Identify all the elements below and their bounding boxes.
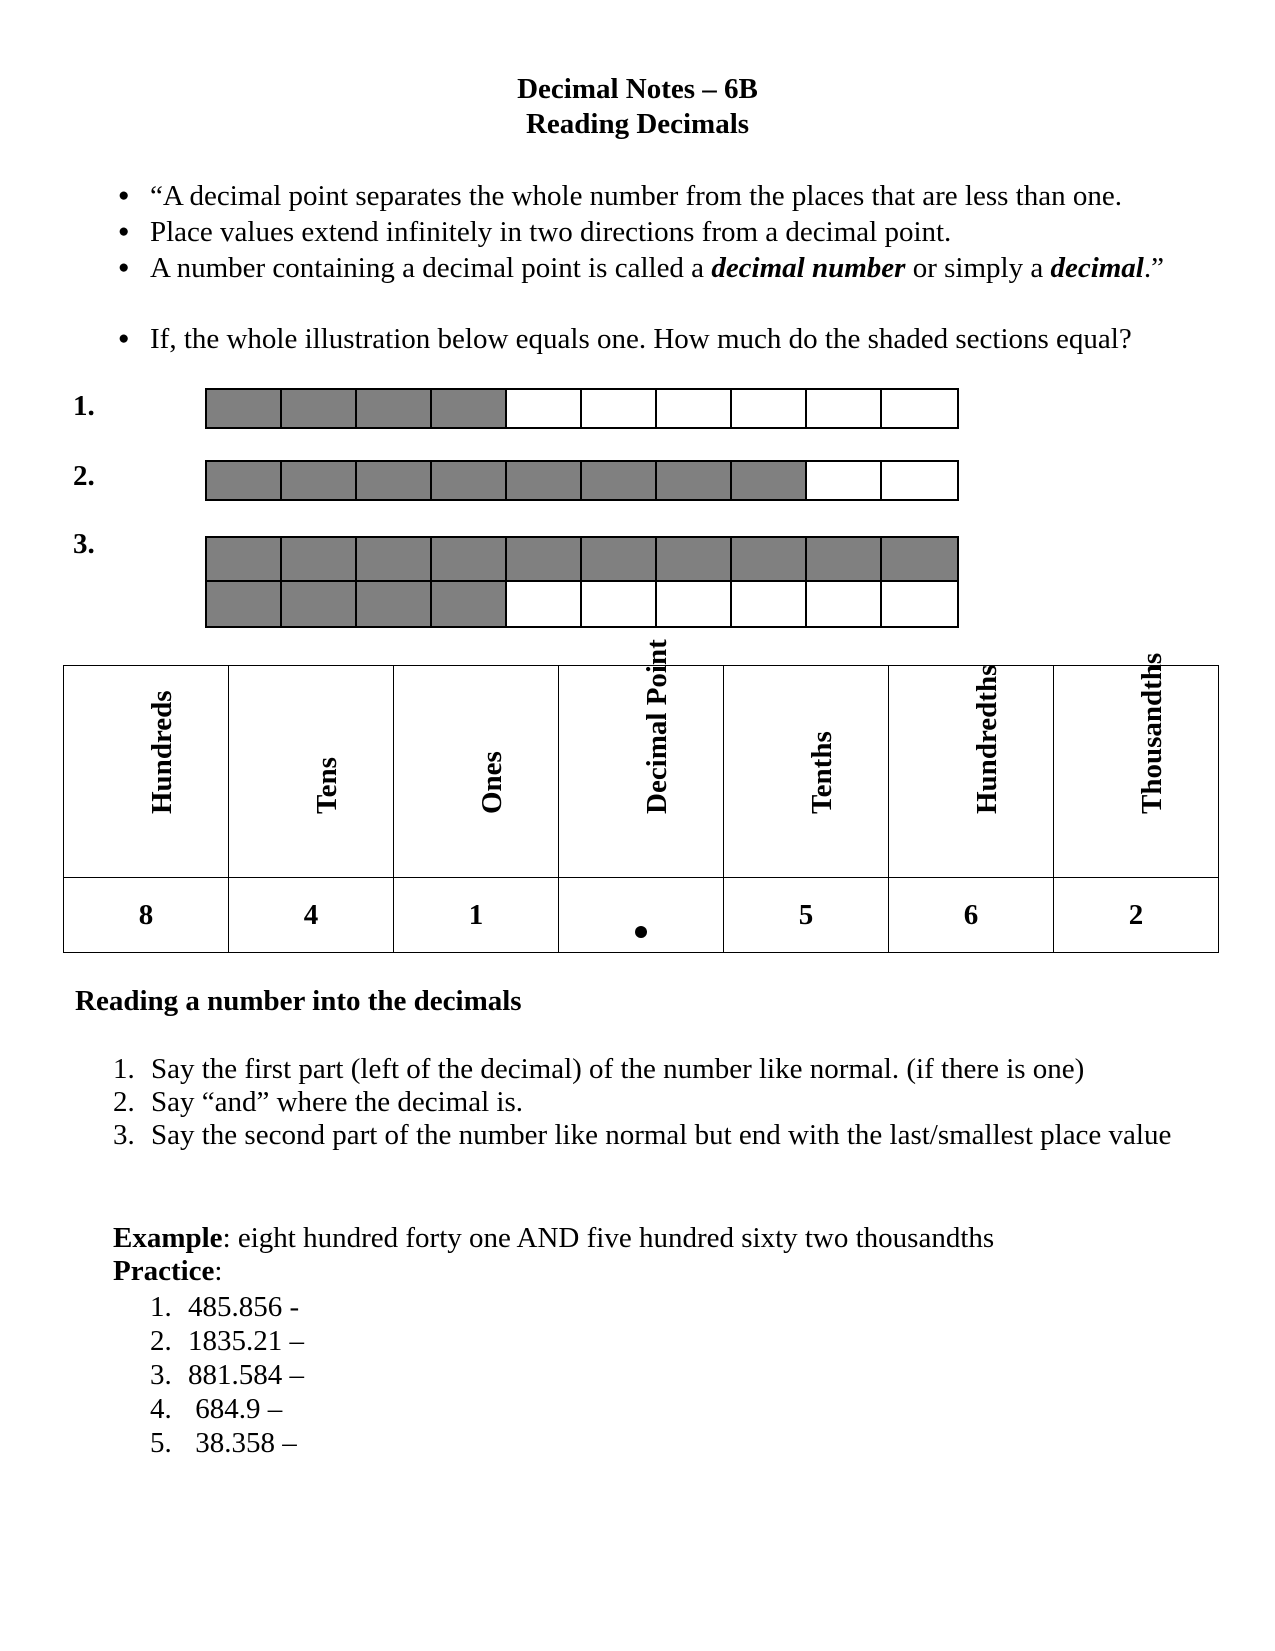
reading-steps-list xyxy=(113,1053,1233,1152)
unshaded-cell xyxy=(657,582,732,626)
unshaded-cell xyxy=(732,582,807,626)
page-title xyxy=(0,72,1275,142)
practice-item: 3. 881.584 – xyxy=(150,1359,304,1391)
shaded-cell xyxy=(432,390,507,427)
shaded-cell xyxy=(282,538,357,582)
shaded-cell xyxy=(432,462,507,499)
unshaded-cell xyxy=(882,390,957,427)
unshaded-cell xyxy=(807,390,882,427)
place-value-header-row xyxy=(64,666,1219,878)
step-item: 3. Say the second part of the number like normal but end with the last/smallest place value xyxy=(113,1119,1172,1151)
place-value-digit-row xyxy=(64,878,1219,953)
example-line: Example: eight hundred forty one AND five hundred sixty two thousandths xyxy=(113,1222,995,1254)
unshaded-cell xyxy=(732,390,807,427)
practice-list xyxy=(150,1290,304,1460)
fraction-strip-2 xyxy=(205,460,959,501)
practice-item: 2. 1835.21 – xyxy=(150,1325,304,1357)
illustration-number: 3. xyxy=(73,528,95,560)
unshaded-cell xyxy=(882,462,957,499)
shaded-cell xyxy=(207,538,282,582)
shaded-cell xyxy=(357,390,432,427)
unshaded-cell xyxy=(582,390,657,427)
shaded-cell xyxy=(657,538,732,582)
digit-cell: 4 xyxy=(229,878,394,953)
place-value-table xyxy=(63,639,1219,953)
step-item: 2. Say “and” where the decimal is. xyxy=(113,1086,524,1118)
bullet-item: ● If, the whole illustration below equals one. How much do the shaded sections equal? xyxy=(118,321,1238,357)
unshaded-cell xyxy=(882,582,957,626)
header-cell: Hundredths xyxy=(889,666,1054,878)
header-cell: Hundreds xyxy=(64,666,229,878)
shaded-cell xyxy=(207,462,282,499)
shaded-cell xyxy=(207,390,282,427)
practice-item: 5. 38.358 – xyxy=(150,1427,297,1459)
shaded-cell xyxy=(657,462,732,499)
digit-cell: 2 xyxy=(1054,878,1219,953)
digit-cell: 6 xyxy=(889,878,1054,953)
notes-bullet-list xyxy=(118,178,1238,357)
fraction-grid-3 xyxy=(205,536,959,628)
unshaded-cell xyxy=(582,582,657,626)
shaded-cell xyxy=(282,582,357,626)
title-line-1: Decimal Notes – 6B xyxy=(517,73,758,105)
step-item: 1. Say the first part (left of the decimal) of the number like normal. (if there is one) xyxy=(113,1053,1085,1085)
shaded-cell xyxy=(282,462,357,499)
header-cell: Thousandths xyxy=(1054,666,1219,878)
shaded-cell xyxy=(732,538,807,582)
decimal-point-cell xyxy=(559,878,724,953)
shaded-cell xyxy=(207,582,282,626)
unshaded-cell xyxy=(657,390,732,427)
example-and-practice xyxy=(113,1222,994,1288)
illustration-number: 1. xyxy=(73,390,95,422)
shaded-cell xyxy=(582,538,657,582)
section-heading: Reading a number into the decimals xyxy=(75,985,522,1017)
shaded-cell xyxy=(882,538,957,582)
shaded-cell xyxy=(432,538,507,582)
bullet-item: ● “A decimal point separates the whole number from the places that are less than one. xyxy=(118,178,1238,214)
bullet-item: ● A number containing a decimal point is called a decimal number or simply a decimal.” xyxy=(118,250,1238,286)
shaded-cell xyxy=(357,538,432,582)
digit-cell: 5 xyxy=(724,878,889,953)
shaded-cell xyxy=(807,538,882,582)
illustration-number: 2. xyxy=(73,460,95,492)
header-cell: Ones xyxy=(394,666,559,878)
unshaded-cell xyxy=(507,390,582,427)
practice-item: 1. 485.856 - xyxy=(150,1291,300,1323)
title-line-2: Reading Decimals xyxy=(525,108,750,140)
practice-label-line: Practice: xyxy=(113,1255,223,1287)
unshaded-cell xyxy=(507,582,582,626)
shaded-cell xyxy=(357,462,432,499)
digit-cell: 1 xyxy=(394,878,559,953)
shaded-cell xyxy=(732,462,807,499)
decimal-dot-icon xyxy=(635,926,647,938)
shaded-cell xyxy=(357,582,432,626)
shaded-cell xyxy=(507,538,582,582)
digit-cell: 8 xyxy=(64,878,229,953)
header-cell: Tens xyxy=(229,666,394,878)
unshaded-cell xyxy=(807,582,882,626)
header-cell: Decimal Point xyxy=(559,666,724,878)
practice-item: 4. 684.9 – xyxy=(150,1393,283,1425)
fraction-strip-1 xyxy=(205,388,959,429)
unshaded-cell xyxy=(807,462,882,499)
bullet-item: ● Place values extend infinitely in two directions from a decimal point. xyxy=(118,214,1238,250)
shaded-cell xyxy=(282,390,357,427)
shaded-cell xyxy=(582,462,657,499)
shaded-cell xyxy=(432,582,507,626)
shaded-cell xyxy=(507,462,582,499)
header-cell: Tenths xyxy=(724,666,889,878)
